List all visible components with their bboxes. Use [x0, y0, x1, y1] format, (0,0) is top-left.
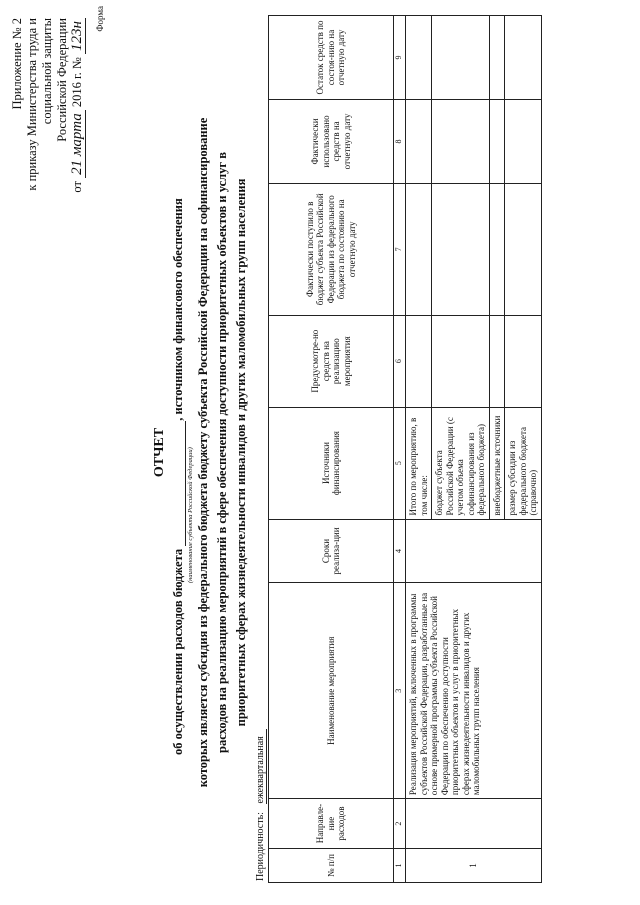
col-header-activity: Наименование мероприятия	[269, 583, 394, 799]
col-header-planned: Предусмотре-но средств на реализацию мероприятия	[269, 315, 394, 407]
activity-cell: Реализация мероприятий, включенных в программы субъектов Российской Федерации, разработанные на основе примерной программы субъекта Российской Федерации по обеспечению доступности приоритетных объектов и услуг в приоритетных сферах жизнедеятельности инвалидов и других маломобильных групп населения	[406, 583, 542, 799]
column-number-row	[394, 16, 406, 883]
order-header	[10, 18, 86, 193]
title-line-1	[171, 198, 186, 755]
col-header-balance: Остаток средств по состоя-нию на отчетную дату	[269, 16, 394, 100]
periodicity-value: ежеквартальная	[255, 729, 267, 804]
region-caption: (наименование субъекта Российской Федерации)	[187, 447, 194, 583]
col-number: 7	[394, 183, 406, 315]
ministry-line: социальной защиты	[40, 18, 54, 125]
country-line: Российской Федерации	[55, 18, 69, 142]
col-header-used: Фактически использовано средств на отчетную дату	[269, 99, 394, 183]
row-number: 1	[406, 849, 542, 883]
col-number: 4	[394, 519, 406, 583]
title-line-2: которых является субсидия из федерального бюджета бюджету субъекта Российской Федерации на софинансирование	[196, 117, 210, 788]
date-prefix: от	[70, 181, 84, 193]
source-regional-budget: бюджет субъекта Российской Федерации (с учетом объема софинансирования из федерального бюджета)	[432, 407, 490, 519]
source-federal-subsidy: размер субсидии из федерального бюджета (справочно)	[505, 407, 542, 519]
used-cell	[505, 99, 542, 183]
col-header-direction: Направле-ние расходов	[269, 799, 394, 849]
form-label: Форма	[95, 6, 105, 32]
balance-cell	[489, 16, 505, 100]
order-line: к приказу Министерства труда и	[25, 18, 39, 191]
order-date	[70, 18, 86, 193]
title-line-3: расходов на реализацию мероприятий в сфере обеспечения доступности приоритетных объектов и услуг в	[215, 152, 229, 753]
col-number: 1	[394, 849, 406, 883]
col-number: 6	[394, 315, 406, 407]
planned-cell	[406, 315, 432, 407]
received-cell	[432, 183, 490, 315]
balance-cell	[505, 16, 542, 100]
handwritten-number: 123н	[70, 18, 86, 54]
source-extrabudgetary: внебюджетные источники	[489, 407, 505, 519]
region-blank	[173, 421, 186, 546]
used-cell	[489, 99, 505, 183]
col-header-sources: Источники финансирования	[269, 407, 394, 519]
table-header-row	[269, 16, 394, 883]
title-line-1-start: об осуществлении расходов бюджета	[171, 548, 185, 755]
balance-cell	[432, 16, 490, 100]
direction-cell	[406, 799, 542, 849]
received-cell	[489, 183, 505, 315]
handwritten-date: 21 марта	[70, 110, 86, 178]
col-number: 8	[394, 99, 406, 183]
used-cell	[406, 99, 432, 183]
col-header-terms: Сроки реализа-ции	[269, 519, 394, 583]
planned-cell	[489, 315, 505, 407]
report-title: ОТЧЕТ	[152, 427, 167, 478]
received-cell	[406, 183, 432, 315]
table-row	[406, 16, 432, 883]
source-total: Итого по мероприятию, в том числе:	[406, 407, 432, 519]
col-number: 5	[394, 407, 406, 519]
terms-cell	[406, 519, 542, 583]
col-number: 9	[394, 16, 406, 100]
col-number: 2	[394, 799, 406, 849]
col-number: 3	[394, 583, 406, 799]
periodicity	[255, 729, 267, 881]
planned-cell	[505, 315, 542, 407]
date-year: 2016 г. №	[70, 57, 84, 108]
title-line-4: приоритетных сферах жизнедеятельности инвалидов и других маломобильных групп населения	[234, 178, 248, 727]
col-header-received: Фактически поступило в бюджет субъекта Российской Федерации из федерального бюджета по состоянию на отчетную дату	[269, 183, 394, 315]
col-header-num: № п/п	[269, 849, 394, 883]
periodicity-label: Периодичность:	[255, 812, 266, 881]
appendix-line: Приложение № 2	[10, 18, 24, 110]
title-line-1-end: , источником финансового обеспечения	[171, 198, 185, 421]
planned-cell	[432, 315, 490, 407]
received-cell	[505, 183, 542, 315]
used-cell	[432, 99, 490, 183]
report-table	[268, 15, 542, 883]
balance-cell	[406, 16, 432, 100]
